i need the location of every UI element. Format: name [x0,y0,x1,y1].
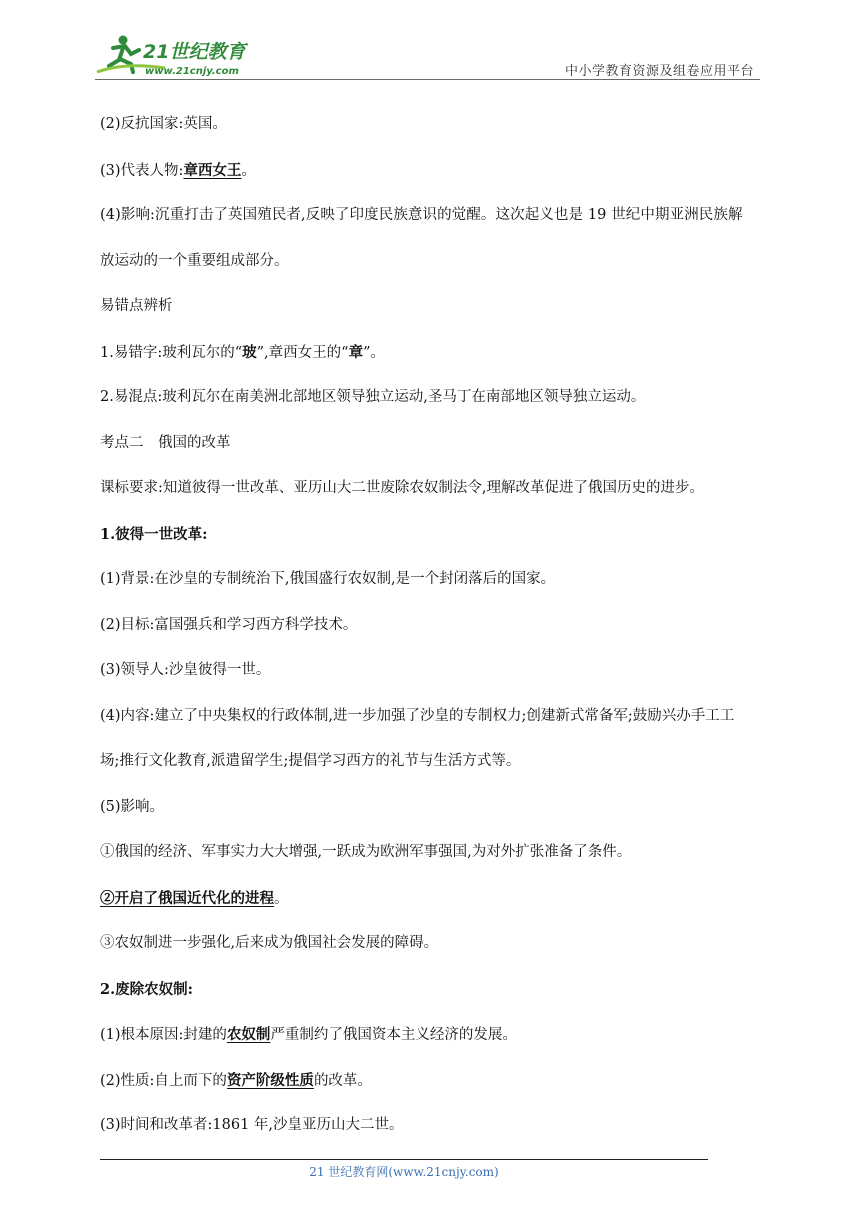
text-line [100,1012,765,1058]
text-span: ”,章西女王的“ [256,344,349,361]
subsection-heading: 2.废除农奴制: [100,980,193,998]
key-term: 章西女王 [183,161,242,179]
text-span: ”。 [363,344,385,361]
text-span: 1.易错字:玻利瓦尔的“ [100,344,243,361]
text-line: (5)影响。 [100,798,165,815]
page-footer: 21 世纪教育网(www.21cnjy.com) [309,1165,499,1179]
text-line: 放运动的一个重要组成部分。 [100,252,289,269]
text-line [100,148,765,194]
section-label: 易错点辨析 [100,298,173,314]
text-line: (1)背景:在沙皇的专制统治下,俄国盛行农奴制,是一个封闭落后的国家。 [100,571,556,587]
logo-21cnjy [95,32,265,78]
text-line: (2)反抗国家:英国。 [100,116,227,132]
platform-name: 中小学教育资源及组卷应用平台 [564,64,754,79]
key-term: ②开启了俄国近代化的进程 [100,889,274,907]
text-line: 场;推行文化教育,派遣留学生;提倡学习西方的礼节与生活方式等。 [100,753,521,769]
subsection-heading: 1.彼得一世改革: [100,525,208,543]
section-heading: 考点二 俄国的改革 [100,434,231,451]
footer-divider [100,1159,708,1160]
text-span: 。 [241,162,256,179]
text-line [100,330,765,376]
header-divider [95,79,760,80]
text-span: 的改革。 [313,1072,372,1089]
text-span: (1)根本原因:封建的 [100,1027,227,1043]
text-line: (3)时间和改革者:1861 年,沙皇亚历山大二世。 [100,1117,404,1133]
text-line: ①俄国的经济、军事实力大大增强,一跃成为欧洲军事强国,为对外扩张准备了条件。 [100,844,632,860]
text-line: (4)影响:沉重打击了英国殖民者,反映了印度民族意识的觉醒。这次起义也是 19 世纪中期亚洲民族解 [100,207,743,223]
logo-url: www.21cnjy.com [145,66,239,77]
text-line [100,1058,765,1104]
text-line: 课标要求:知道彼得一世改革、亚历山大二世废除农奴制法令,理解改革促进了俄国历史的进步。 [100,480,704,496]
text-span: (3)代表人物: [100,162,184,179]
text-line: (4)内容:建立了中央集权的行政体制,进一步加强了沙皇的专制权力;创建新式常备军;鼓励兴办手工工 [100,707,735,724]
text-line: ③农奴制进一步强化,后来成为俄国社会发展的障碍。 [100,935,439,951]
key-char: 玻 [242,343,257,361]
key-term: 资产阶级性质 [226,1071,314,1089]
text-line: (3)领导人:沙皇彼得一世。 [100,662,271,678]
text-span: 。 [274,890,289,907]
text-span: 严重制约了俄国资本主义经济的发展。 [270,1027,517,1043]
logo-text: 21世纪教育 [143,41,246,63]
page-header [95,28,760,80]
text-line [100,876,765,922]
document-body [100,102,765,1149]
text-span: (2)性质:自上而下的 [100,1072,227,1089]
text-line: 2.易混点:玻利瓦尔在南美洲北部地区领导独立运动,圣马丁在南部地区领导独立运动。 [100,389,646,405]
key-term: 农奴制 [226,1026,271,1043]
key-char: 章 [348,343,364,361]
text-line: (2)目标:富国强兵和学习西方科学技术。 [100,616,358,633]
